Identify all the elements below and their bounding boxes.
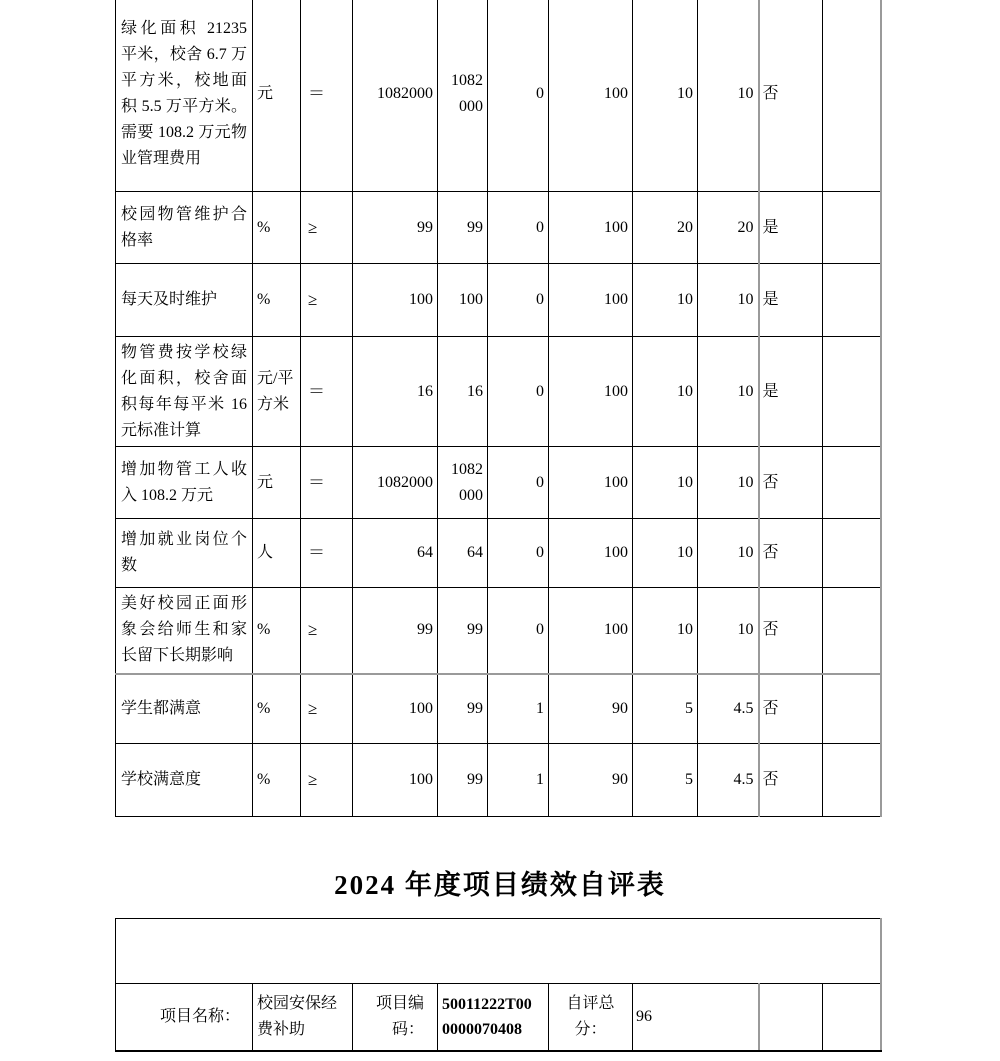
achievement-rate-cell: 90 xyxy=(549,744,633,817)
actual-value-cell: 99 xyxy=(438,588,488,674)
table-row xyxy=(116,588,881,674)
target-value-cell: 99 xyxy=(353,192,438,264)
empty-cell xyxy=(823,447,881,519)
deviation-flag-cell: 否 xyxy=(759,519,823,588)
table-row xyxy=(116,192,881,264)
deviation-flag-cell: 否 xyxy=(759,674,823,744)
actual-value-cell: 99 xyxy=(438,192,488,264)
deviation-cell: 0 xyxy=(488,264,549,337)
empty-cell xyxy=(823,984,881,1051)
weight-cell: 10 xyxy=(633,588,698,674)
empty-cell xyxy=(823,519,881,588)
weight-cell: 5 xyxy=(633,674,698,744)
score-cell: 10 xyxy=(698,0,759,192)
target-value-cell: 1082000 xyxy=(353,447,438,519)
indicator-cell: 增加就业岗位个数 xyxy=(116,519,253,588)
weight-cell: 20 xyxy=(633,192,698,264)
achievement-rate-cell: 100 xyxy=(549,264,633,337)
unit-cell: 元/平方米 xyxy=(253,337,301,447)
project-code-label: 项目编码： xyxy=(353,984,438,1051)
table-row xyxy=(116,447,881,519)
empty-cell xyxy=(116,919,881,984)
table-row xyxy=(116,337,881,447)
score-cell: 10 xyxy=(698,519,759,588)
empty-cell xyxy=(823,192,881,264)
comparator-cell: ＝ xyxy=(301,337,353,447)
deviation-cell: 1 xyxy=(488,744,549,817)
unit-cell: % xyxy=(253,192,301,264)
table-row xyxy=(116,519,881,588)
deviation-cell: 0 xyxy=(488,337,549,447)
table-row xyxy=(116,744,881,817)
comparator-cell: ≥ xyxy=(301,264,353,337)
actual-value-cell: 1082 000 xyxy=(438,0,488,192)
unit-cell: 元 xyxy=(253,447,301,519)
actual-value-cell: 99 xyxy=(438,674,488,744)
unit-cell: 人 xyxy=(253,519,301,588)
indicator-cell: 学校满意度 xyxy=(116,744,253,817)
score-cell: 20 xyxy=(698,192,759,264)
deviation-cell: 0 xyxy=(488,588,549,674)
comparator-cell: ＝ xyxy=(301,447,353,519)
comparator-cell: ≥ xyxy=(301,744,353,817)
comparator-cell: ＝ xyxy=(301,519,353,588)
empty-cell xyxy=(823,264,881,337)
comparator-cell: ＝ xyxy=(301,0,353,192)
indicator-cell: 校园物管维护合格率 xyxy=(116,192,253,264)
actual-value-cell: 16 xyxy=(438,337,488,447)
empty-cell xyxy=(823,0,881,192)
target-value-cell: 99 xyxy=(353,588,438,674)
indicator-cell: 每天及时维护 xyxy=(116,264,253,337)
comparator-cell: ≥ xyxy=(301,192,353,264)
achievement-rate-cell: 100 xyxy=(549,192,633,264)
deviation-flag-cell: 否 xyxy=(759,588,823,674)
comparator-cell: ≥ xyxy=(301,674,353,744)
empty-cell xyxy=(823,744,881,817)
empty-cell xyxy=(759,984,823,1051)
achievement-rate-cell: 90 xyxy=(549,674,633,744)
weight-cell: 5 xyxy=(633,744,698,817)
unit-cell: % xyxy=(253,264,301,337)
deviation-flag-cell: 是 xyxy=(759,192,823,264)
self-score-label: 自评总分： xyxy=(549,984,633,1051)
weight-cell: 10 xyxy=(633,264,698,337)
table-row xyxy=(116,674,881,744)
indicator-cell: 学生都满意 xyxy=(116,674,253,744)
score-cell: 10 xyxy=(698,447,759,519)
score-cell: 10 xyxy=(698,588,759,674)
project-name-value: 校园安保经费补助 xyxy=(253,984,353,1051)
unit-cell: % xyxy=(253,674,301,744)
actual-value-cell: 1082 000 xyxy=(438,447,488,519)
table-row xyxy=(116,0,881,192)
deviation-flag-cell: 否 xyxy=(759,744,823,817)
table-row xyxy=(116,264,881,337)
self-evaluation-table xyxy=(115,918,882,1052)
deviation-flag-cell: 是 xyxy=(759,264,823,337)
achievement-rate-cell: 100 xyxy=(549,519,633,588)
target-value-cell: 100 xyxy=(353,264,438,337)
indicator-cell: 美好校园正面形象会给师生和家长留下长期影响 xyxy=(116,588,253,674)
deviation-cell: 0 xyxy=(488,519,549,588)
empty-cell xyxy=(823,337,881,447)
target-value-cell: 16 xyxy=(353,337,438,447)
empty-cell xyxy=(823,674,881,744)
achievement-rate-cell: 100 xyxy=(549,588,633,674)
target-value-cell: 64 xyxy=(353,519,438,588)
project-name-label: 项目名称： xyxy=(116,984,253,1051)
deviation-cell: 0 xyxy=(488,0,549,192)
score-cell: 10 xyxy=(698,337,759,447)
score-cell: 10 xyxy=(698,264,759,337)
unit-cell: 元 xyxy=(253,0,301,192)
weight-cell: 10 xyxy=(633,0,698,192)
achievement-rate-cell: 100 xyxy=(549,447,633,519)
table-row xyxy=(116,984,881,1051)
actual-value-cell: 100 xyxy=(438,264,488,337)
actual-value-cell: 99 xyxy=(438,744,488,817)
weight-cell: 10 xyxy=(633,447,698,519)
deviation-cell: 1 xyxy=(488,674,549,744)
actual-value-cell: 64 xyxy=(438,519,488,588)
target-value-cell: 100 xyxy=(353,744,438,817)
comparator-cell: ≥ xyxy=(301,588,353,674)
deviation-flag-cell: 否 xyxy=(759,0,823,192)
deviation-cell: 0 xyxy=(488,192,549,264)
score-cell: 4.5 xyxy=(698,744,759,817)
indicator-cell: 绿化面积 21235 平米，校舍 6.7 万平方米，校地面积 5.5 万平方米。需要 108.2 万元物业管理费用 xyxy=(116,0,253,192)
score-cell: 4.5 xyxy=(698,674,759,744)
weight-cell: 10 xyxy=(633,519,698,588)
indicator-table xyxy=(115,0,882,817)
table-row xyxy=(116,919,881,984)
empty-cell xyxy=(823,588,881,674)
unit-cell: % xyxy=(253,588,301,674)
self-score-value: 96 xyxy=(633,984,759,1051)
target-value-cell: 100 xyxy=(353,674,438,744)
indicator-cell: 物管费按学校绿化面积，校舍面积每年每平米 16 元标准计算 xyxy=(116,337,253,447)
indicator-cell: 增加物管工人收入 108.2 万元 xyxy=(116,447,253,519)
unit-cell: % xyxy=(253,744,301,817)
deviation-cell: 0 xyxy=(488,447,549,519)
weight-cell: 10 xyxy=(633,337,698,447)
deviation-flag-cell: 是 xyxy=(759,337,823,447)
achievement-rate-cell: 100 xyxy=(549,0,633,192)
achievement-rate-cell: 100 xyxy=(549,337,633,447)
project-code-value: 50011222T000000070408 xyxy=(438,984,549,1051)
target-value-cell: 1082000 xyxy=(353,0,438,192)
page-title: 2024 年度项目绩效自评表 xyxy=(334,870,666,900)
deviation-flag-cell: 否 xyxy=(759,447,823,519)
